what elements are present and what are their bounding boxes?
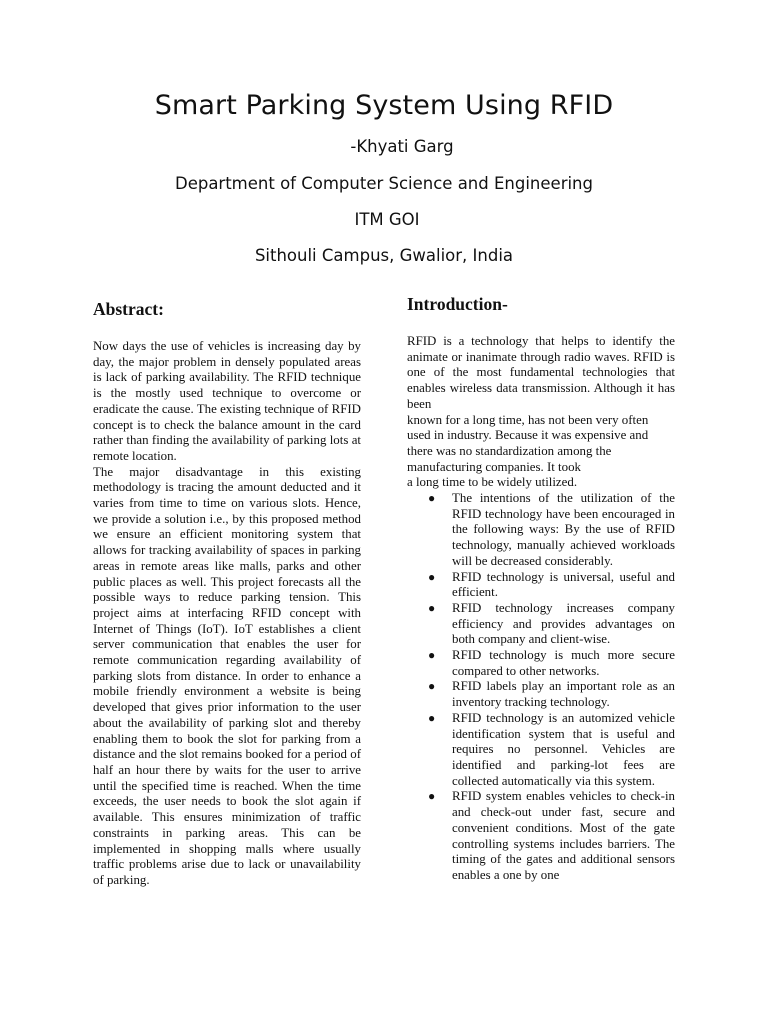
bullet-icon: ● bbox=[428, 679, 436, 694]
abstract-heading: Abstract: bbox=[93, 299, 164, 319]
list-item: ● RFID system enables vehicles to check-in and check-out under fast, secure and convenient conditions. Most of the gate controlling systems includes barriers. The timing of the gates and additional sensors enables a one by one bbox=[428, 789, 675, 882]
institute: ITM GOI bbox=[354, 210, 420, 229]
abstract-paragraph-1: Now days the use of vehicles is increasing day by day, the major problem in densely populated areas is lack of parking availability. The RFID technique is the mostly used technique to overcome or eradicate the cause. The existing technique of RFID concept is to check the balance amount in the card rather than finding the availability of parking lots at remote location. bbox=[93, 339, 361, 463]
author-name: -Khyati Garg bbox=[350, 137, 454, 156]
bullet-icon: ● bbox=[428, 491, 436, 506]
abstract-body bbox=[93, 339, 361, 889]
list-item: ● RFID technology is universal, useful and efficient. bbox=[428, 569, 675, 600]
paper-header bbox=[0, 88, 768, 267]
bullet-icon: ● bbox=[428, 648, 436, 663]
introduction-column bbox=[407, 292, 675, 884]
introduction-line-1: RFID is a technology that helps to identify the animate or inanimate through radio waves. RFID is one of the most fundamental technologies that enables wireless data transmission. Although it has been bbox=[407, 334, 675, 411]
introduction-bullet-list bbox=[407, 491, 675, 884]
abstract-paragraph-2: The major disadvantage in this existing methodology is tracing the amount deducted and it varies from time to time on various slots. Hence, we provide a solution i.e., by this proposed method we ensure an efficient monitoring system that allows for tracking availability of spaces in parking areas in remote areas like malls, parks and other public places as well. This project forecasts all the possible ways to reduce parking tension. This project aims at interfacing RFID concept with Internet of Things (IoT). IoT establishes a client server communication that enables the user for remote communication regarding availability of parking slots from distance. In order to enhance a mobile friendly environment a website is being developed that gives prior information to the user about the availability of parking slot and thereby enabling them to book the slot for parking from a distance and the slot remains booked for a period of half an hour there by waits for the user to arrive until the specified time is reached. When the time exceeds, the user needs to book the slot again if available. This ensures minimization of traffic constraints in parking areas. This can be implemented in shopping malls where usually traffic problems arise due to lack or unavailability of parking. bbox=[93, 464, 361, 887]
list-item: ● RFID technology increases company efficiency and provides advantages on both company and client-wise. bbox=[428, 600, 675, 647]
list-item: ● RFID technology is much more secure compared to other networks. bbox=[428, 648, 675, 678]
list-item: ● The intentions of the utilization of the RFID technology have been encouraged in the following ways: By the use of RFID technology, manually achieved workloads will be decreased considerably. bbox=[428, 491, 675, 568]
list-item: ● RFID technology is an automized vehicle identification system that is useful and requires no personnel. Vehicles are identified and parking-lot fees are collected automatically via this system. bbox=[428, 710, 675, 788]
introduction-line-3: a long time to be widely utilized. bbox=[407, 475, 578, 490]
introduction-body bbox=[407, 334, 675, 884]
address: Sithouli Campus, Gwalior, India bbox=[254, 246, 514, 265]
paper-title: Smart Parking System Using RFID bbox=[154, 90, 614, 121]
list-item: ● RFID labels play an important role as an inventory tracking technology. bbox=[428, 679, 675, 710]
abstract-column bbox=[93, 297, 361, 889]
introduction-heading: Introduction- bbox=[407, 294, 508, 314]
bullet-icon: ● bbox=[428, 710, 436, 725]
bullet-icon: ● bbox=[428, 600, 436, 615]
bullet-icon: ● bbox=[428, 569, 436, 584]
department: Department of Computer Science and Engineering bbox=[174, 174, 593, 193]
introduction-line-2: known for a long time, has not been very often used in industry. Because it was expensive and there was no standardization among the manufacturing companies. It took bbox=[407, 412, 649, 474]
bullet-icon: ● bbox=[428, 789, 436, 804]
